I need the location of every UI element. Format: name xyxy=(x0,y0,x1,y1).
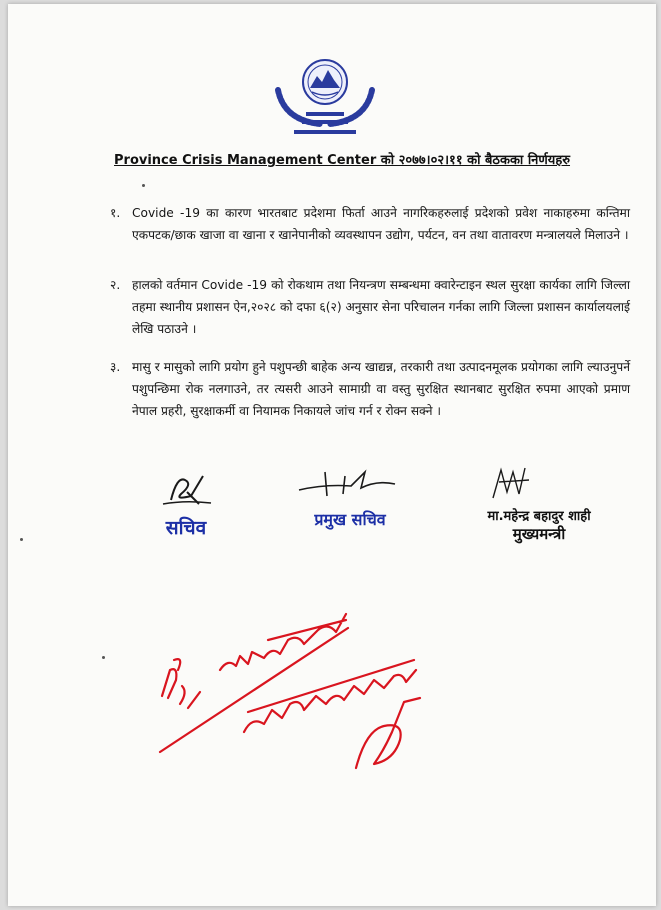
point-text: मासु र मासुको लागि प्रयोग हुने पशुपन्छी बाहेक अन्य खाद्यन्न, तरकारी तथा उत्पादनमूलक प्रयोगका लागि ल्याउनुपर्ने पशुपन्छिमा रोक नलगाउने, तर त्यसरी आउने सामाग्री वा वस्तु सुरक्षित स्थानबाट सुरक्षित रुपमा आएको प्रमाण नेपाल प्रहरी, सुरक्षाकर्मी वा नियामक निकायले जांच गर्न र रोक्न सक्ने । xyxy=(132,360,630,418)
handwritten-note-icon xyxy=(148,600,448,790)
secretary-title: सचिव xyxy=(165,517,207,539)
ink-dot xyxy=(142,184,145,187)
point-number: ३. xyxy=(110,360,121,374)
ink-dot xyxy=(102,656,105,659)
secretary-signature-block xyxy=(126,470,246,540)
chief-minister-title: मुख्यमन्त्री xyxy=(512,525,566,543)
decision-subject-heading: Province Crisis Management Center को २०७७।०२।११ को बैठकका निर्णयहरु xyxy=(114,153,571,168)
chief-minister-signature-block xyxy=(454,462,624,544)
point-text: हालको वर्तमान Covide -19 को रोकथाम तथा नियन्त्रण सम्बन्धमा क्वारेन्टाइन स्थल सुरक्षा कार्यका लागि जिल्ला तहमा स्थानीय प्रशासन ऐन,२०२८ को दफा ६(२) अनुसार सेना परिचालन गर्नका लागि जिल्ला प्रशासन कार्यालयलाई लेखि पठाउने । xyxy=(132,278,630,336)
government-emblem-icon xyxy=(270,52,380,144)
chief-secretary-signature-block xyxy=(290,464,410,530)
document-page xyxy=(8,4,656,906)
secretary-signature-icon xyxy=(141,470,231,510)
decision-point xyxy=(110,356,630,422)
ink-dot xyxy=(20,538,23,541)
point-text: Covide -19 का कारण भारतबाट प्रदेशमा फिर्ता आउने नागरिकहरुलाई प्रदेशको प्रवेश नाकाहरुमा कन्तिमा एकपटक/छाक खाजा वा खाना र खानेपानीको व्यवस्थापन उद्योग, पर्यटन, वन तथा वातावरण मन्त्रालयले मिलाउने । xyxy=(132,206,630,242)
chief-minister-signature-icon xyxy=(479,462,559,502)
chief-secretary-signature-icon xyxy=(295,464,405,504)
decision-point xyxy=(110,202,630,246)
decision-point xyxy=(110,274,630,340)
chief-minister-name: मा.महेन्द्र बहादुर शाही xyxy=(487,509,591,524)
point-number: २. xyxy=(110,278,121,292)
point-number: १. xyxy=(110,206,121,220)
chief-secretary-title: प्रमुख सचिव xyxy=(314,510,386,529)
